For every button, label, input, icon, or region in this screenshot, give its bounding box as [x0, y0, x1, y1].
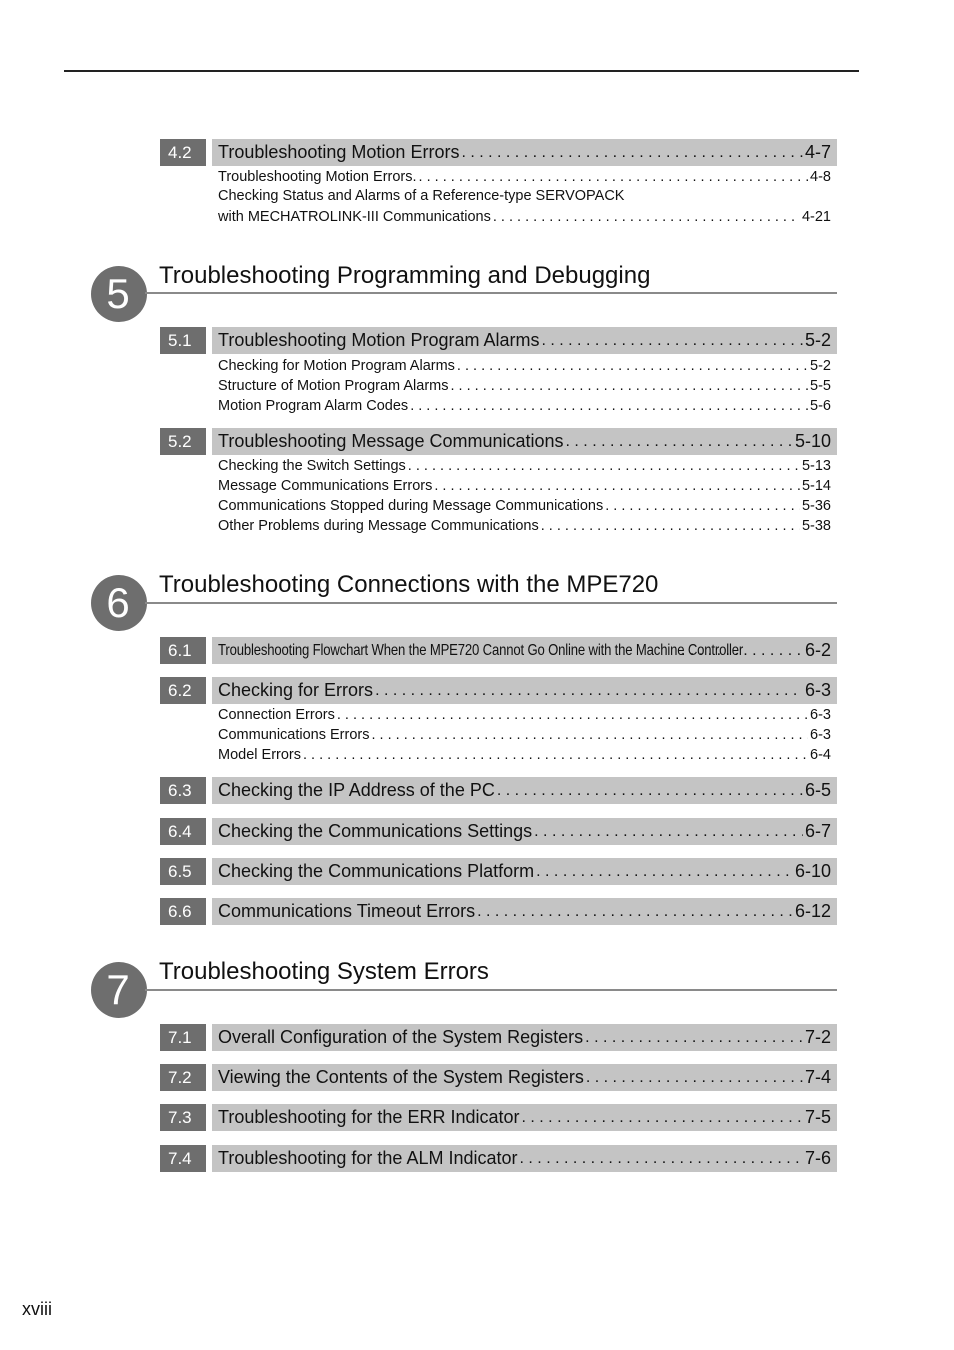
- section-bar: [212, 1064, 837, 1091]
- entry-title: Communications Errors: [218, 727, 370, 743]
- top-rule: [64, 70, 859, 72]
- toc-section-5-2[interactable]: [160, 428, 837, 455]
- section-page: 6-2: [804, 640, 831, 660]
- section-page: 7-6: [804, 1148, 831, 1168]
- entry-page: 5-5: [810, 378, 831, 394]
- chapter-rule: [145, 602, 837, 604]
- dot-leader: [461, 144, 803, 162]
- dot-leader: [434, 478, 800, 494]
- section-number: 5.1: [160, 327, 206, 354]
- section-title: Troubleshooting for the ALM Indicator: [218, 1148, 518, 1168]
- entry-title: Model Errors: [218, 747, 301, 763]
- dot-leader: [536, 863, 793, 881]
- entry-title: Message Communications Errors: [218, 478, 433, 494]
- entry-page: 6-4: [810, 747, 831, 763]
- entry-title: Other Problems during Message Communications: [218, 518, 539, 534]
- chapter-number-badge: 7: [91, 962, 147, 1018]
- section-number: 6.4: [160, 818, 206, 845]
- dot-leader: [372, 727, 809, 743]
- chapter-rule: [145, 292, 837, 294]
- toc-entry[interactable]: [218, 476, 831, 496]
- dot-leader: [303, 747, 808, 763]
- section-bar: [212, 637, 837, 664]
- section-page: 6-3: [804, 680, 831, 700]
- chapter-title[interactable]: Troubleshooting System Errors: [159, 958, 489, 985]
- toc-entry[interactable]: [218, 705, 831, 725]
- entry-page: 6-3: [810, 707, 831, 723]
- section-title: Troubleshooting for the ERR Indicator: [218, 1107, 520, 1127]
- section-title: Troubleshooting Motion Program Alarms: [218, 330, 540, 350]
- section-title: Communications Timeout Errors: [218, 901, 476, 921]
- dot-leader: [493, 209, 800, 225]
- dot-leader: [375, 682, 803, 700]
- section-number: 6.3: [160, 777, 206, 804]
- entry-page: 5-6: [810, 398, 831, 414]
- section-bar: [212, 428, 837, 455]
- chapter-number-badge: 5: [91, 266, 147, 322]
- entry-page: 4-8: [810, 169, 831, 185]
- chapter-rule: [145, 989, 837, 991]
- toc-entry[interactable]: [218, 356, 831, 376]
- toc-entry[interactable]: [218, 496, 831, 516]
- dot-leader: [337, 707, 808, 723]
- entry-page: 5-38: [801, 518, 831, 534]
- toc-entry[interactable]: [218, 396, 831, 416]
- section-number: 7.4: [160, 1145, 206, 1172]
- dot-leader: [520, 1150, 803, 1168]
- dot-leader: [457, 358, 808, 374]
- toc-section-6-2[interactable]: [160, 677, 837, 704]
- toc-entry[interactable]: [218, 207, 831, 227]
- dot-leader: [541, 332, 803, 350]
- toc-section-6-4[interactable]: [160, 818, 837, 845]
- entry-title: Motion Program Alarm Codes: [218, 398, 409, 414]
- chapter-title[interactable]: Troubleshooting Connections with the MPE720: [159, 571, 659, 598]
- section-title: Checking the Communications Platform: [218, 861, 535, 881]
- toc-section-6-3[interactable]: [160, 777, 837, 804]
- section-number: 4.2: [160, 139, 206, 166]
- section-title: Troubleshooting Flowchart When the MPE720 Cannot Go Online with the Machine Controller: [218, 641, 744, 659]
- section-title: Checking the Communications Settings: [218, 821, 533, 841]
- dot-leader: [450, 378, 808, 394]
- toc-entry[interactable]: [218, 725, 831, 745]
- section-number: 5.2: [160, 428, 206, 455]
- dot-leader: [541, 518, 800, 534]
- dot-leader: [419, 169, 809, 185]
- section-page: 6-5: [804, 780, 831, 800]
- toc-section-7-4[interactable]: [160, 1145, 837, 1172]
- dot-leader: [566, 433, 793, 451]
- toc-section-7-2[interactable]: [160, 1064, 837, 1091]
- section-number: 6.5: [160, 858, 206, 885]
- section-bar: [212, 1145, 837, 1172]
- section-number: 6.2: [160, 677, 206, 704]
- page-folio: xviii: [22, 1299, 52, 1319]
- section-page: 6-12: [794, 901, 831, 921]
- section-bar: [212, 139, 837, 166]
- section-title: Viewing the Contents of the System Registers: [218, 1067, 584, 1087]
- entry-title: Checking the Switch Settings: [218, 458, 406, 474]
- dot-leader: [410, 398, 808, 414]
- toc-entry[interactable]: [218, 516, 831, 536]
- entry-title: Connection Errors: [218, 707, 335, 723]
- toc-section-4-2[interactable]: [160, 139, 837, 166]
- toc-section-6-6[interactable]: [160, 898, 837, 925]
- entry-title: Communications Stopped during Message Communications: [218, 498, 604, 514]
- toc-entry[interactable]: [218, 456, 831, 476]
- section-number: 6.1: [160, 637, 206, 664]
- section-title: Checking the IP Address of the PC: [218, 780, 495, 800]
- entry-page: 6-3: [810, 727, 831, 743]
- toc-section-6-5[interactable]: [160, 858, 837, 885]
- section-bar: [212, 858, 837, 885]
- dot-leader: [522, 1109, 803, 1127]
- section-title: Checking for Errors: [218, 680, 374, 700]
- entry-title: Troubleshooting Motion Errors.: [218, 169, 417, 185]
- section-bar: [212, 1024, 837, 1051]
- chapter-title[interactable]: Troubleshooting Programming and Debugging: [159, 262, 651, 289]
- section-page: 7-2: [804, 1027, 831, 1047]
- section-number: 7.3: [160, 1104, 206, 1131]
- section-page: 6-10: [794, 861, 831, 881]
- toc-section-5-1[interactable]: [160, 327, 837, 354]
- section-bar: [212, 777, 837, 804]
- dot-leader: [534, 823, 803, 841]
- entry-page: 4-21: [801, 209, 831, 225]
- entry-page: 5-36: [801, 498, 831, 514]
- toc-entry[interactable]: [218, 167, 831, 187]
- section-page: 7-5: [804, 1107, 831, 1127]
- dot-leader: [585, 1029, 803, 1047]
- section-page: 7-4: [804, 1067, 831, 1087]
- dot-leader: [408, 458, 800, 474]
- toc-entry[interactable]: [218, 745, 831, 765]
- entry-page: 5-13: [801, 458, 831, 474]
- entry-title-line1: Checking Status and Alarms of a Reference-type SERVOPACK: [218, 188, 625, 204]
- section-title: Troubleshooting Motion Errors: [218, 142, 460, 162]
- section-page: 5-10: [794, 431, 831, 451]
- entry-title: Structure of Motion Program Alarms: [218, 378, 449, 394]
- chapter-number-badge: 6: [91, 575, 147, 631]
- dot-leader: [497, 782, 803, 800]
- entry-title: with MECHATROLINK-III Communications: [218, 209, 491, 225]
- section-bar: [212, 818, 837, 845]
- toc-section-7-1[interactable]: [160, 1024, 837, 1051]
- entry-page: 5-2: [810, 358, 831, 374]
- toc-section-6-1[interactable]: [160, 637, 837, 664]
- section-page: 5-2: [804, 330, 831, 350]
- section-bar: [212, 327, 837, 354]
- toc-entry[interactable]: [218, 376, 831, 396]
- section-title: Overall Configuration of the System Registers: [218, 1027, 584, 1047]
- toc-section-7-3[interactable]: [160, 1104, 837, 1131]
- section-title: Troubleshooting Message Communications: [218, 431, 564, 451]
- entry-page: 5-14: [801, 478, 831, 494]
- section-bar: [212, 1104, 837, 1131]
- dot-leader: [477, 903, 793, 921]
- section-bar: [212, 677, 837, 704]
- section-number: 6.6: [160, 898, 206, 925]
- section-bar: [212, 898, 837, 925]
- section-number: 7.2: [160, 1064, 206, 1091]
- dot-leader: [605, 498, 800, 514]
- section-page: 6-7: [804, 821, 831, 841]
- section-page: 4-7: [804, 142, 831, 162]
- section-number: 7.1: [160, 1024, 206, 1051]
- dot-leader: [586, 1069, 803, 1087]
- entry-title: Checking for Motion Program Alarms: [218, 358, 455, 374]
